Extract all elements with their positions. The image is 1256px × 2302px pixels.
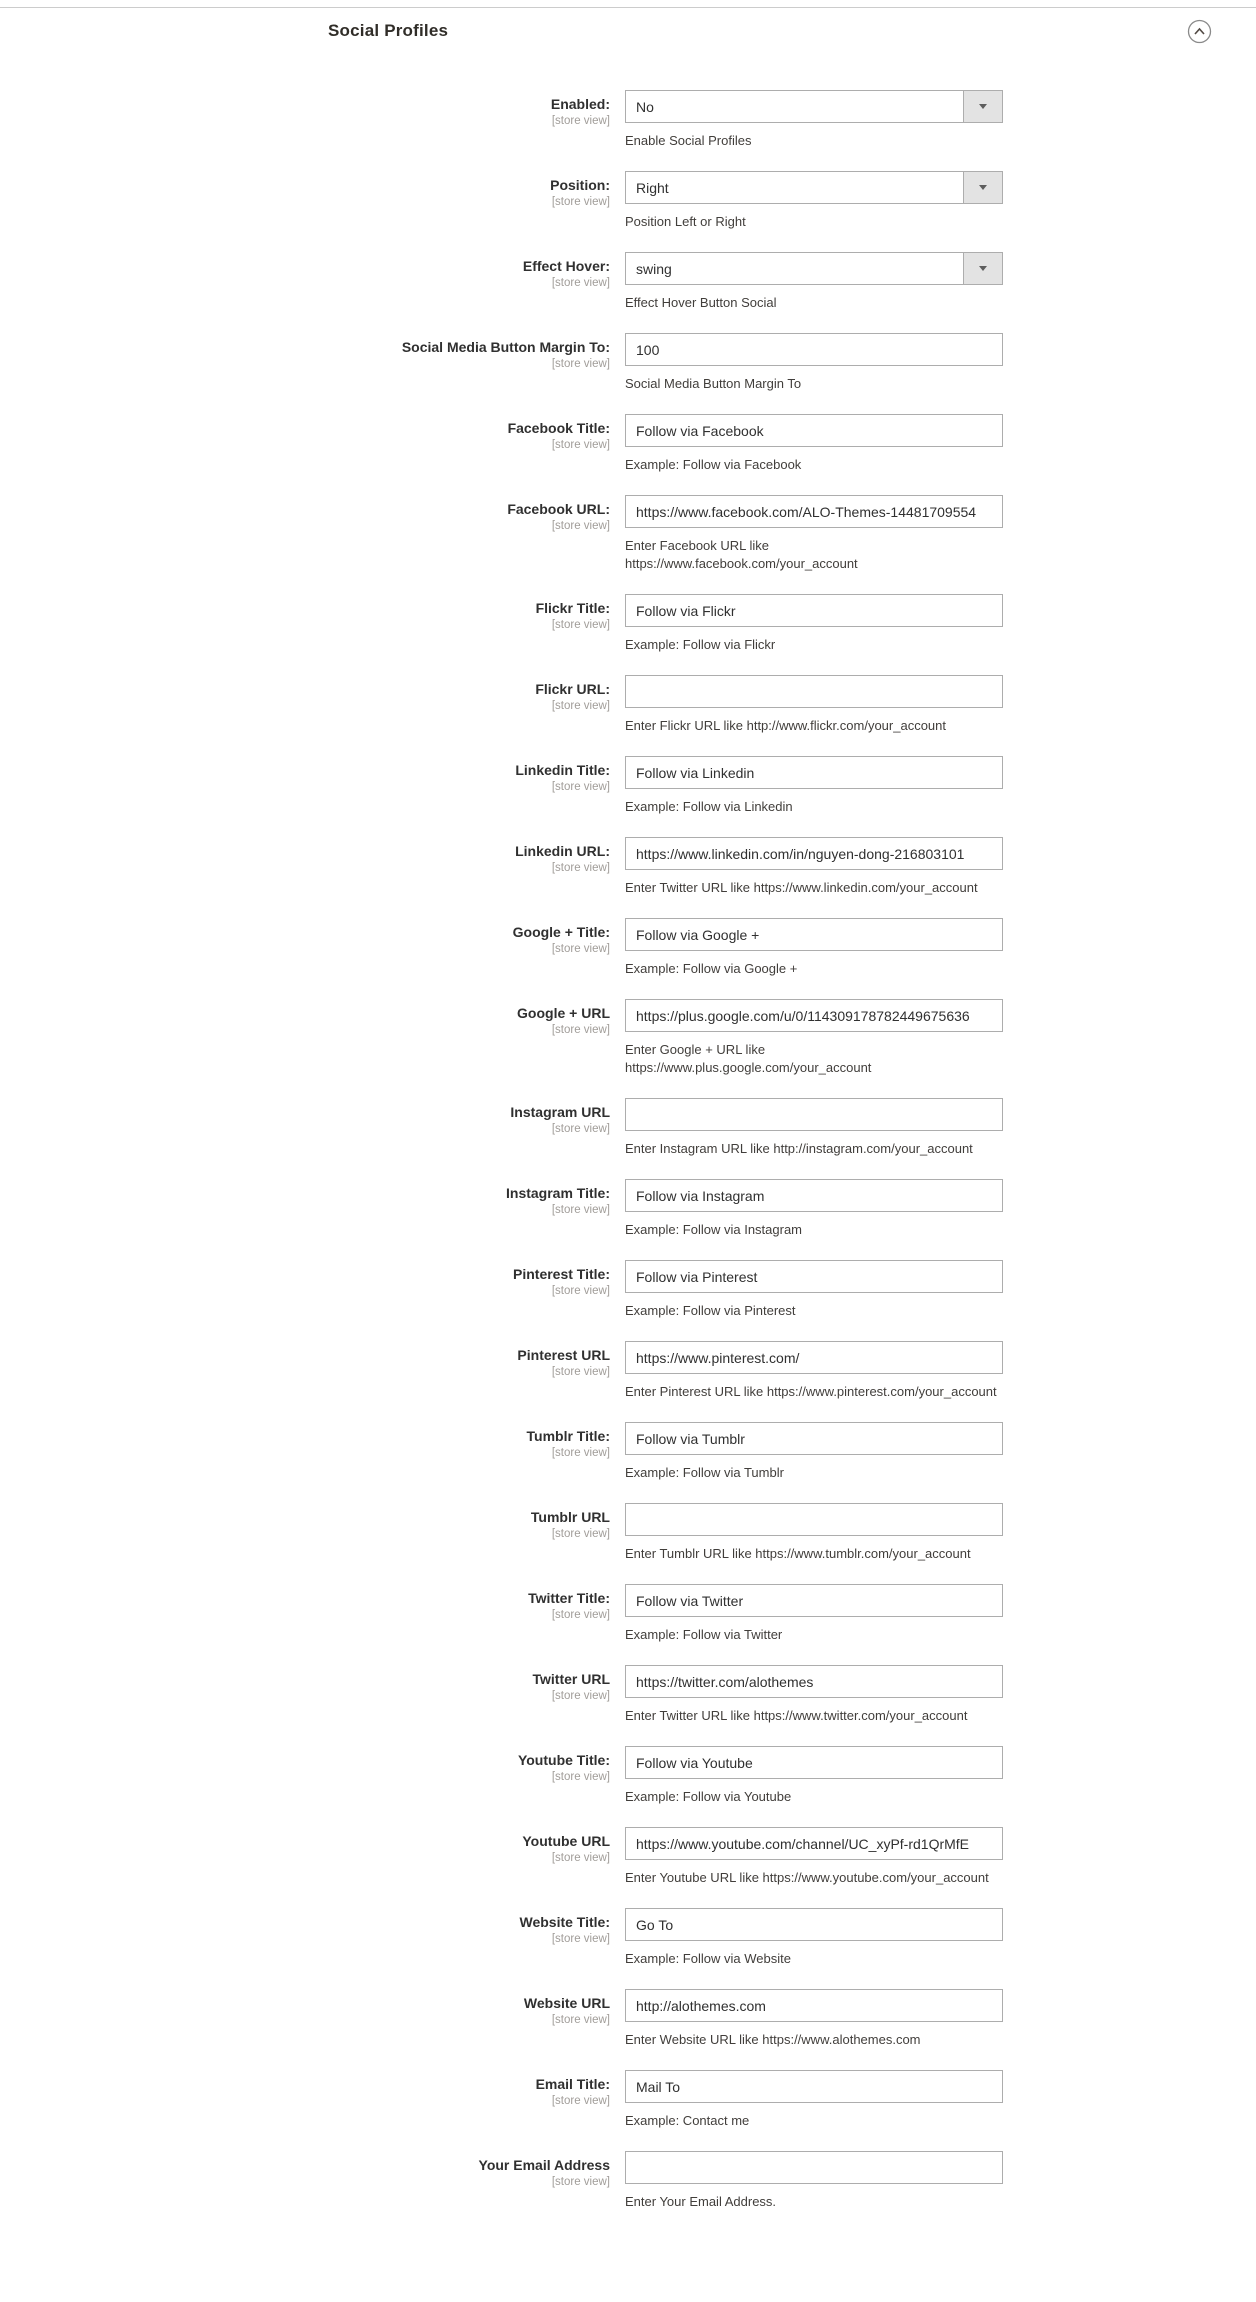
linkedin-title-row	[0, 756, 1256, 816]
field-scope-label: [store view]	[551, 115, 610, 127]
google-plus-url-input[interactable]	[625, 999, 1003, 1032]
instagram-title-input[interactable]	[625, 1179, 1003, 1212]
field-note	[625, 132, 1003, 150]
field-label-column	[0, 414, 610, 474]
field-note	[625, 879, 1003, 897]
field-label-column	[0, 999, 610, 1077]
email-title-input[interactable]	[625, 2070, 1003, 2103]
field-scope-label: [store view]	[551, 619, 610, 631]
dropdown-arrow-button[interactable]	[963, 253, 1002, 284]
instagram-url-row	[0, 1098, 1256, 1158]
youtube-title-input[interactable]	[625, 1746, 1003, 1779]
field-label-column	[0, 1503, 610, 1563]
field-note-line: Enter Pinterest URL like https://www.pinterest.com/your_account	[625, 1384, 997, 1399]
field-label-column	[0, 1827, 610, 1887]
pinterest-url-input[interactable]	[625, 1341, 1003, 1374]
tumblr-title-row	[0, 1422, 1256, 1482]
field-label: Pinterest URL	[517, 1347, 610, 1363]
field-scope-label: [store view]	[551, 2095, 610, 2107]
field-scope-label: [store view]	[551, 2014, 610, 2026]
field-note	[625, 960, 1003, 978]
field-scope-label: [store view]	[551, 1609, 610, 1621]
field-note-line: Example: Follow via Tumblr	[625, 1465, 784, 1480]
email-title-row	[0, 2070, 1256, 2130]
field-note	[625, 1950, 1003, 1968]
enabled-select[interactable]	[625, 90, 1003, 123]
enabled-select-value: No	[636, 98, 654, 115]
facebook-url-row	[0, 495, 1256, 573]
field-label: Pinterest Title:	[513, 1266, 610, 1282]
field-label: Facebook URL:	[507, 501, 610, 517]
field-note-line: Enter Tumblr URL like https://www.tumblr.com/your_account	[625, 1546, 971, 1561]
field-scope-label: [store view]	[551, 862, 610, 874]
google-plus-title-row	[0, 918, 1256, 978]
flickr-url-row	[0, 675, 1256, 735]
twitter-url-input[interactable]	[625, 1665, 1003, 1698]
field-control-column	[625, 495, 1003, 573]
field-scope-label: [store view]	[551, 1933, 610, 1945]
field-label: Google + Title:	[512, 924, 610, 940]
field-label: Flickr URL:	[535, 681, 610, 697]
field-note	[625, 2031, 1003, 2049]
twitter-title-input[interactable]	[625, 1584, 1003, 1617]
field-label: Youtube Title:	[517, 1752, 610, 1768]
field-note-line: Example: Follow via Flickr	[625, 637, 776, 652]
field-control-column	[625, 2151, 1003, 2211]
website-url-input[interactable]	[625, 1989, 1003, 2022]
facebook-url-input[interactable]	[625, 495, 1003, 528]
caret-down-icon	[979, 104, 987, 109]
field-label-column	[0, 1422, 610, 1482]
dropdown-arrow-button[interactable]	[963, 172, 1002, 203]
linkedin-url-input[interactable]	[625, 837, 1003, 870]
field-scope-label: [store view]	[551, 1366, 610, 1378]
field-scope-label: [store view]	[551, 1690, 610, 1702]
caret-down-icon	[979, 185, 987, 190]
field-control-column	[625, 999, 1003, 1077]
position-row	[0, 171, 1256, 231]
field-label-column	[0, 1989, 610, 2049]
field-label: Google + URL	[517, 1005, 610, 1021]
field-control-column	[625, 1908, 1003, 1968]
field-note	[625, 1545, 1003, 1563]
section-header	[0, 8, 1256, 44]
field-note	[625, 1788, 1003, 1806]
google-plus-url-row	[0, 999, 1256, 1077]
field-note	[625, 1221, 1003, 1239]
social-profiles-section	[0, 7, 1256, 2302]
field-label-column	[0, 1908, 610, 1968]
flickr-title-row	[0, 594, 1256, 654]
enabled-row	[0, 90, 1256, 150]
field-label: Flickr Title:	[535, 600, 610, 616]
field-label: Position:	[550, 177, 610, 193]
facebook-title-input[interactable]	[625, 414, 1003, 447]
field-note	[625, 1041, 1003, 1077]
position-select-value: Right	[636, 179, 669, 196]
field-control-column	[625, 1665, 1003, 1725]
position-select[interactable]	[625, 171, 1003, 204]
linkedin-title-input[interactable]	[625, 756, 1003, 789]
social-media-button-margin-to-input[interactable]	[625, 333, 1003, 366]
tumblr-url-row	[0, 1503, 1256, 1563]
caret-down-icon	[979, 266, 987, 271]
field-label: Instagram URL	[510, 1104, 610, 1120]
field-label-column	[0, 1665, 610, 1725]
field-note-line: https://www.plus.google.com/your_account	[625, 1060, 872, 1075]
field-control-column	[625, 90, 1003, 150]
field-note-line: Effect Hover Button Social	[625, 295, 777, 310]
effect-hover-row	[0, 252, 1256, 312]
field-note	[625, 2112, 1003, 2130]
field-label: Website URL	[523, 1995, 610, 2011]
field-label: Linkedin Title:	[515, 762, 610, 778]
field-scope-label: [store view]	[551, 1204, 610, 1216]
field-label-column	[0, 171, 610, 231]
instagram-title-row	[0, 1179, 1256, 1239]
pinterest-title-input[interactable]	[625, 1260, 1003, 1293]
section-title: Social Profiles	[328, 21, 449, 40]
pinterest-url-row	[0, 1341, 1256, 1401]
field-label-column	[0, 252, 610, 312]
field-label: Website Title:	[519, 1914, 610, 1930]
field-control-column	[625, 171, 1003, 231]
field-control-column	[625, 1260, 1003, 1320]
field-scope-label: [store view]	[551, 700, 610, 712]
field-control-column	[625, 1746, 1003, 1806]
field-note	[625, 1626, 1003, 1644]
field-note-line: Enter Your Email Address.	[625, 2194, 777, 2209]
field-note-line: Example: Follow via Linkedin	[625, 799, 793, 814]
field-label-column	[0, 333, 610, 393]
effect-hover-select[interactable]	[625, 252, 1003, 285]
field-control-column	[625, 1179, 1003, 1239]
field-label: Facebook Title:	[507, 420, 610, 436]
field-note-line: Example: Follow via Facebook	[625, 457, 802, 472]
collapse-section-button[interactable]	[1187, 19, 1212, 44]
field-note-line: Enter Google + URL like	[625, 1042, 766, 1057]
fields-container	[0, 90, 1256, 2211]
your-email-address-input[interactable]	[625, 2151, 1003, 2184]
field-label-column	[0, 1584, 610, 1644]
field-label: Email Title:	[535, 2076, 610, 2092]
effect-hover-select-value: swing	[636, 260, 672, 277]
instagram-url-input[interactable]	[625, 1098, 1003, 1131]
field-note	[625, 1140, 1003, 1158]
field-control-column	[625, 333, 1003, 393]
field-label-column	[0, 1179, 610, 1239]
field-control-column	[625, 2070, 1003, 2130]
field-note-line: Enter Website URL like https://www.alothemes.com	[625, 2032, 921, 2047]
field-note	[625, 1464, 1003, 1482]
your-email-address-row	[0, 2151, 1256, 2211]
field-label-column	[0, 1098, 610, 1158]
field-scope-label: [store view]	[551, 277, 610, 289]
field-label-column	[0, 2070, 610, 2130]
field-label: Effect Hover:	[522, 258, 610, 274]
field-scope-label: [store view]	[551, 1123, 610, 1135]
field-note-line: Enter Facebook URL like https://www.facebook.com/your_account	[625, 538, 858, 571]
youtube-url-input[interactable]	[625, 1827, 1003, 1860]
chevron-up-circle-icon	[1187, 32, 1212, 47]
field-note	[625, 1302, 1003, 1320]
field-label: Youtube URL	[522, 1833, 610, 1849]
website-title-input[interactable]	[625, 1908, 1003, 1941]
flickr-title-input[interactable]	[625, 594, 1003, 627]
field-scope-label: [store view]	[551, 2176, 610, 2188]
field-scope-label: [store view]	[551, 520, 610, 532]
field-note	[625, 375, 1003, 393]
field-note	[625, 636, 1003, 654]
field-note	[625, 537, 1003, 573]
field-note-line: Example: Follow via Twitter	[625, 1627, 783, 1642]
field-label-column	[0, 675, 610, 735]
field-scope-label: [store view]	[551, 1285, 610, 1297]
field-label-column	[0, 918, 610, 978]
field-note-line: Enter Twitter URL like https://www.linkedin.com/your_account	[625, 880, 978, 895]
field-label: Tumblr Title:	[526, 1428, 610, 1444]
field-control-column	[625, 837, 1003, 897]
field-note-line: Example: Follow via Youtube	[625, 1789, 792, 1804]
field-label-column	[0, 1260, 610, 1320]
website-title-row	[0, 1908, 1256, 1968]
field-control-column	[625, 252, 1003, 312]
field-note-line: Social Media Button Margin To	[625, 376, 802, 391]
field-control-column	[625, 414, 1003, 474]
field-note-line: Enter Flickr URL like http://www.flickr.com/your_account	[625, 718, 947, 733]
field-scope-label: [store view]	[551, 358, 610, 370]
field-label-column	[0, 2151, 610, 2211]
field-label: Enabled:	[550, 96, 610, 112]
field-note	[625, 717, 1003, 735]
field-note-line: Example: Follow via Instagram	[625, 1222, 803, 1237]
field-label: Twitter URL	[532, 1671, 610, 1687]
field-label: Instagram Title:	[506, 1185, 610, 1201]
field-note	[625, 1707, 1003, 1725]
field-note	[625, 1383, 1003, 1401]
field-label: Tumblr URL	[530, 1509, 610, 1525]
field-control-column	[625, 1341, 1003, 1401]
field-note	[625, 294, 1003, 312]
linkedin-url-row	[0, 837, 1256, 897]
field-control-column	[625, 1098, 1003, 1158]
field-note-line: Enter Instagram URL like http://instagram.com/your_account	[625, 1141, 973, 1156]
field-note	[625, 2193, 1003, 2211]
field-label-column	[0, 756, 610, 816]
pinterest-title-row	[0, 1260, 1256, 1320]
website-url-row	[0, 1989, 1256, 2049]
field-label: Twitter Title:	[528, 1590, 610, 1606]
youtube-title-row	[0, 1746, 1256, 1806]
field-scope-label: [store view]	[551, 943, 610, 955]
tumblr-title-input[interactable]	[625, 1422, 1003, 1455]
field-note-line: Example: Follow via Google +	[625, 961, 798, 976]
field-label-column	[0, 837, 610, 897]
twitter-url-row	[0, 1665, 1256, 1725]
youtube-url-row	[0, 1827, 1256, 1887]
field-note	[625, 1869, 1003, 1887]
field-scope-label: [store view]	[551, 1024, 610, 1036]
field-note-line: Example: Follow via Pinterest	[625, 1303, 796, 1318]
field-scope-label: [store view]	[551, 439, 610, 451]
field-control-column	[625, 1989, 1003, 2049]
field-scope-label: [store view]	[551, 1852, 610, 1864]
field-label: Social Media Button Margin To:	[401, 339, 610, 355]
facebook-title-row	[0, 414, 1256, 474]
field-scope-label: [store view]	[551, 781, 610, 793]
field-note-line: Position Left or Right	[625, 214, 746, 229]
google-plus-title-input[interactable]	[625, 918, 1003, 951]
field-label-column	[0, 90, 610, 150]
field-note	[625, 798, 1003, 816]
field-control-column	[625, 1827, 1003, 1887]
field-scope-label: [store view]	[551, 196, 610, 208]
field-control-column	[625, 594, 1003, 654]
field-control-column	[625, 675, 1003, 735]
field-note	[625, 456, 1003, 474]
field-control-column	[625, 1503, 1003, 1563]
field-label-column	[0, 594, 610, 654]
field-note-line: Example: Contact me	[625, 2113, 750, 2128]
field-control-column	[625, 1422, 1003, 1482]
flickr-url-input[interactable]	[625, 675, 1003, 708]
field-label: Your Email Address	[478, 2157, 610, 2173]
field-label: Linkedin URL:	[515, 843, 610, 859]
field-control-column	[625, 756, 1003, 816]
field-label-column	[0, 1341, 610, 1401]
field-control-column	[625, 1584, 1003, 1644]
dropdown-arrow-button[interactable]	[963, 91, 1002, 122]
field-note-line: Enable Social Profiles	[625, 133, 752, 148]
tumblr-url-input[interactable]	[625, 1503, 1003, 1536]
field-scope-label: [store view]	[551, 1771, 610, 1783]
field-note-line: Enter Twitter URL like https://www.twitter.com/your_account	[625, 1708, 968, 1723]
field-control-column	[625, 918, 1003, 978]
social-media-button-margin-to-row	[0, 333, 1256, 393]
field-note-line: Example: Follow via Website	[625, 1951, 791, 1966]
field-scope-label: [store view]	[551, 1528, 610, 1540]
field-note	[625, 213, 1003, 231]
twitter-title-row	[0, 1584, 1256, 1644]
field-scope-label: [store view]	[551, 1447, 610, 1459]
field-label-column	[0, 1746, 610, 1806]
field-note-line: Enter Youtube URL like https://www.youtube.com/your_account	[625, 1870, 989, 1885]
field-label-column	[0, 495, 610, 573]
